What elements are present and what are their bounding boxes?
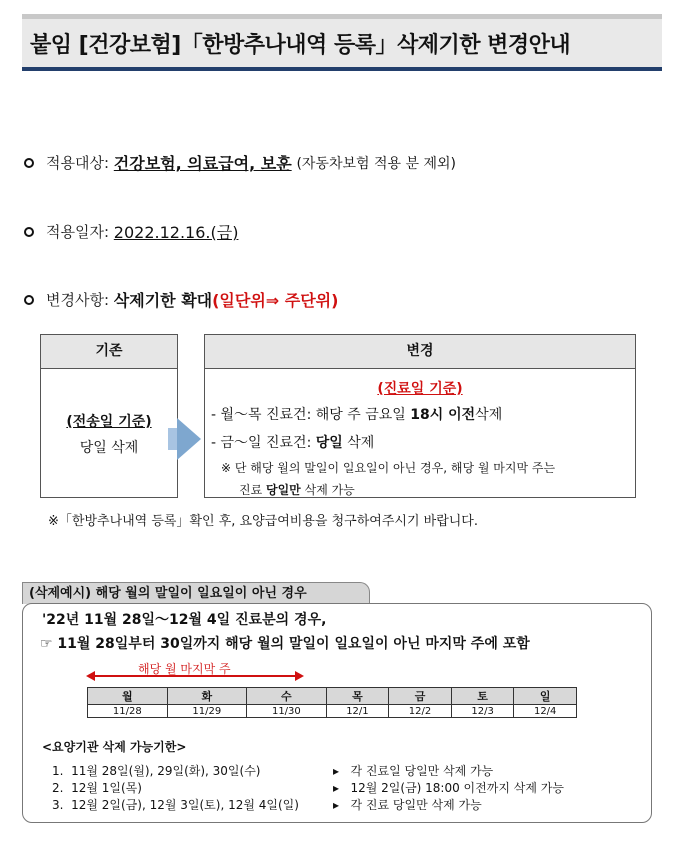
date-cell: 12/1 bbox=[326, 705, 389, 718]
after-line2-suffix: 삭제 bbox=[342, 435, 375, 451]
day-cell: 금 bbox=[389, 688, 452, 705]
change-detail: (일단위⇒ 주단위) bbox=[212, 291, 339, 310]
example-line2: ☞ 11월 28일부터 30일까지 해당 월의 말일이 일요일이 아닌 마지막 주에 포함 bbox=[40, 636, 530, 652]
circle-bullet-icon bbox=[24, 295, 34, 305]
right-arrow-icon bbox=[177, 418, 201, 460]
after-header: 변경 bbox=[205, 335, 635, 369]
deadline-num: 2. bbox=[52, 781, 64, 795]
deadline-desc bbox=[333, 779, 564, 796]
triangle-bullet-icon: ▸ bbox=[333, 798, 340, 812]
bullet-change bbox=[24, 288, 338, 311]
after-line2-prefix: - 금～일 진료건: bbox=[211, 435, 316, 451]
triangle-bullet-icon: ▸ bbox=[333, 781, 340, 795]
deadline-when: 12월 2일(금), 12월 3일(토), 12월 4일(일) bbox=[71, 798, 299, 812]
date-cell: 12/3 bbox=[451, 705, 514, 718]
day-cell: 수 bbox=[247, 688, 327, 705]
after-note2 bbox=[239, 481, 635, 498]
deadline-what: 각 진료일 당일만 삭제 가능 bbox=[350, 764, 494, 778]
example-line1: '22년 11월 28일～12월 4일 진료분의 경우, bbox=[42, 612, 327, 628]
deadline-what: 12월 2일(금) 18:00 이전까지 삭제 가능 bbox=[350, 781, 564, 795]
example-tab: (삭제예시) 해당 월의 말일이 일요일이 아닌 경우 bbox=[22, 582, 370, 604]
date-cell: 12/4 bbox=[514, 705, 577, 718]
deadline-item bbox=[52, 762, 260, 779]
after-line2-bold: 당일 bbox=[315, 435, 343, 451]
calendar-day-row bbox=[88, 688, 577, 705]
deadline-item bbox=[52, 796, 299, 813]
date-cell: 12/2 bbox=[389, 705, 452, 718]
bullet-date bbox=[24, 220, 238, 243]
after-note2-bold: 당일만 bbox=[266, 483, 301, 497]
after-box bbox=[204, 334, 636, 498]
title-bottom-bar bbox=[22, 67, 662, 71]
after-line2 bbox=[211, 432, 635, 452]
after-line1-suffix: 삭제 bbox=[475, 407, 503, 423]
day-cell: 월 bbox=[88, 688, 168, 705]
day-cell: 일 bbox=[514, 688, 577, 705]
after-basis bbox=[205, 378, 635, 398]
after-note1: ※ 단 해당 월의 말일이 일요일이 아닌 경우, 해당 월 마지막 주는 bbox=[221, 461, 556, 475]
deadline-what: 각 진료 당일만 삭제 가능 bbox=[350, 798, 482, 812]
deadline-when: 11월 28일(월), 29일(화), 30일(수) bbox=[71, 764, 261, 778]
date-cell: 11/30 bbox=[247, 705, 327, 718]
target-value: 건강보험, 의료급여, 보훈 bbox=[113, 154, 292, 173]
after-note2-suffix: 삭제 가능 bbox=[300, 483, 355, 497]
date-cell: 11/29 bbox=[167, 705, 247, 718]
circle-bullet-icon bbox=[24, 227, 34, 237]
after-line1 bbox=[211, 404, 635, 424]
bullet-target bbox=[24, 151, 456, 174]
deadline-when: 12월 1일(목) bbox=[71, 781, 142, 795]
deadline-num: 1. bbox=[52, 764, 64, 778]
after-line1-prefix: - 월～목 진료건: 해당 주 금요일 bbox=[211, 407, 411, 423]
footnote: ※「한방추나내역 등록」확인 후, 요양급여비용을 청구하여주시기 바랍니다. bbox=[48, 514, 479, 529]
target-label: 적용대상: bbox=[46, 154, 110, 172]
calendar-date-row bbox=[88, 705, 577, 718]
deadline-num: 3. bbox=[52, 798, 64, 812]
date-cell: 11/28 bbox=[88, 705, 168, 718]
circle-bullet-icon bbox=[24, 158, 34, 168]
day-cell: 토 bbox=[451, 688, 514, 705]
week-calendar bbox=[87, 687, 577, 718]
date-label: 적용일자: bbox=[46, 223, 110, 241]
double-arrow-icon bbox=[86, 670, 304, 682]
triangle-bullet-icon: ▸ bbox=[333, 764, 340, 778]
deadline-item bbox=[52, 779, 142, 796]
after-note2-prefix: 진료 bbox=[239, 483, 266, 497]
day-cell: 목 bbox=[326, 688, 389, 705]
after-basis-text: (진료일 기준) bbox=[377, 381, 463, 397]
day-cell: 화 bbox=[167, 688, 247, 705]
deadline-desc bbox=[333, 796, 482, 813]
target-note: (자동차보험 적용 분 제외) bbox=[296, 155, 456, 172]
deadline-title: <요양기관 삭제 가능기한> bbox=[42, 740, 187, 754]
deadline-desc bbox=[333, 762, 493, 779]
change-label: 변경사항: bbox=[46, 291, 110, 309]
arrow-label: 해당 월 마지막 주 bbox=[138, 662, 231, 676]
page-title: 붙임 [건강보험]「한방추나내역 등록」삭제기한 변경안내 bbox=[30, 33, 571, 58]
before-text: 당일 삭제 bbox=[79, 440, 139, 456]
before-box bbox=[40, 334, 178, 498]
change-value: 삭제기한 확대 bbox=[113, 291, 213, 310]
date-value: 2022.12.16.(금) bbox=[113, 223, 239, 242]
before-basis: (전송일 기준) bbox=[66, 414, 152, 430]
before-header: 기존 bbox=[41, 335, 177, 369]
after-line1-bold: 18시 이전 bbox=[410, 407, 476, 423]
